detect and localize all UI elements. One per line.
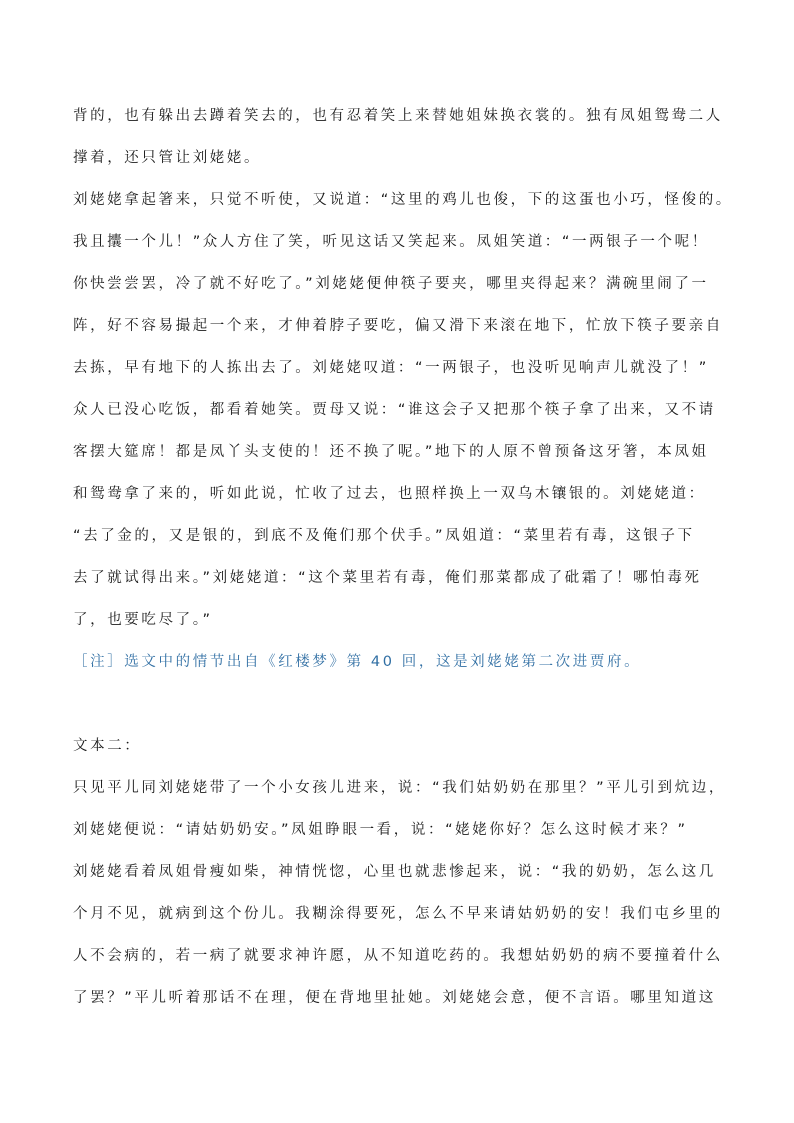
text-line: 人不会病的，若一病了就要求神许愿，从不知道吃药的。我想姑奶奶的病不要撞着什么 xyxy=(73,948,723,964)
section-heading: 文本二： xyxy=(73,738,142,754)
text-line: 你快尝尝罢，冷了就不好吃了。”刘姥姥便伸筷子要夹，哪里夹得起来？满碗里闹了一 xyxy=(73,276,709,292)
text-line: 只见平儿同刘姥姥带了一个小女孩儿进来，说：“我们姑奶奶在那里？”平儿引到炕边， xyxy=(73,780,726,796)
text-line: 去拣，早有地下的人拣出去了。刘姥姥叹道：“一两银子，也没听见响声儿就没了！” xyxy=(73,360,709,376)
source-note: ［注］选文中的情节出自《红楼梦》第 40 回，这是刘姥姥第二次进贾府。 xyxy=(73,654,642,670)
text-line: 了，也要吃尽了。” xyxy=(73,612,213,628)
text-line: 刘姥姥看着凤姐骨瘦如柴，神情恍惚，心里也就悲惨起来，说：“我的奶奶，怎么这几 xyxy=(73,864,716,880)
text-line: 去了就试得出来。”刘姥姥道：“这个菜里若有毒，俺们那菜都成了砒霜了！哪怕毒死 xyxy=(73,570,702,586)
text-line: 客摆大筵席！都是凤丫头支使的！还不换了呢。”地下的人原不曾预备这牙箸，本凤姐 xyxy=(73,444,709,460)
text-line: 我且攮一个儿！”众人方住了笑，听见这话又笑起来。凤姐笑道：“一两银子一个呢！ xyxy=(73,234,709,250)
text-line: 和鸳鸯拿了来的，听如此说，忙收了过去，也照样换上一双乌木镶银的。刘姥姥道： xyxy=(73,486,706,502)
text-line: 刘姥姥拿起箸来，只觉不听使，又说道：“这里的鸡儿也俊，下的这蛋也小巧，怪俊的。 xyxy=(73,192,733,208)
text-line: 众人已没心吃饭，都看着她笑。贾母又说：“谁这会子又把那个筷子拿了出来，又不请 xyxy=(73,402,716,418)
text-line: 阵，好不容易撮起一个来，才伸着脖子要吃，偏又滑下来滚在地下，忙放下筷子要亲自 xyxy=(73,318,723,334)
text-line: 撑着，还只管让刘姥姥。 xyxy=(73,150,262,166)
text-line: 了罢？”平儿听着那话不在理，便在背地里扯她。刘姥姥会意，便不言语。哪里知道这 xyxy=(73,990,716,1006)
text-line: “去了金的，又是银的，到底不及俺们那个伏手。”凤姐道：“菜里若有毒，这银子下 xyxy=(73,528,695,544)
text-line: 背的，也有躲出去蹲着笑去的，也有忍着笑上来替她姐妹换衣裳的。独有凤姐鸳鸯二人 xyxy=(73,108,723,124)
text-line: 个月不见，就病到这个份儿。我糊涂得要死，怎么不早来请姑奶奶的安！我们屯乡里的 xyxy=(73,906,723,922)
text-line: 刘姥姥便说：“请姑奶奶安。”凤姐睁眼一看，说：“姥姥你好？怎么这时候才来？” xyxy=(73,822,688,838)
